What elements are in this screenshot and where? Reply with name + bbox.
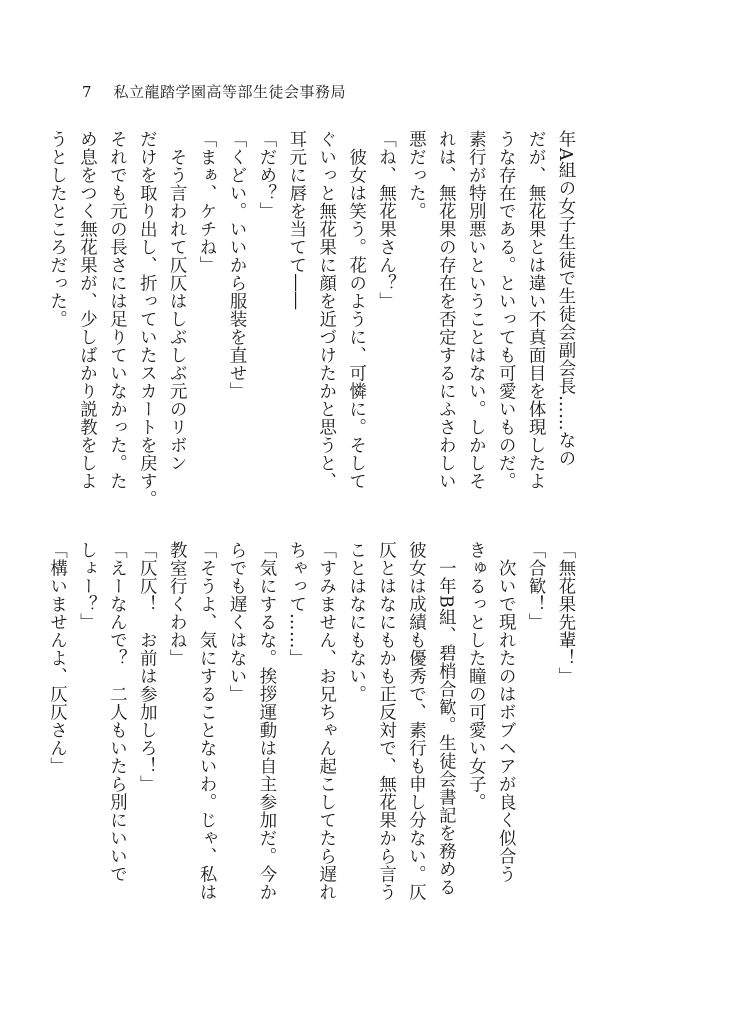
- text-line: 「くどい。いいから服装を直せ」: [226, 130, 247, 400]
- text-line: ちゃって……」: [285, 541, 306, 667]
- text-line: そう言われて仄仄はしぶしぶ元のリボン: [166, 130, 187, 472]
- text-line: うとしたところだった。: [46, 130, 67, 328]
- text-line: 「無花果先輩！」: [555, 541, 575, 685]
- running-header: [82, 82, 346, 102]
- text-line: 教室行くわね」: [166, 541, 187, 667]
- text-line: だが、無花果とは違い不真面目を体現したよ: [525, 130, 546, 490]
- text-line: 一年B組、碧梢合歓。生徒会書記を務める: [435, 541, 456, 897]
- text-line: れは、無花果の存在を否定するにふさわしい: [435, 130, 456, 490]
- text-line: 「えーなんで？ 二人もいたら別にいいで: [106, 541, 127, 883]
- text-line: 次いで現れたのはボブヘアが良く似合う: [495, 541, 516, 883]
- text-line: 「まぁ、ケチね」: [196, 130, 217, 274]
- text-line: ぐいっと無花果に顔を近づけたかと思うと、: [315, 130, 336, 490]
- text-line: 年A組の女子生徒で生徒会副会長……なの: [555, 130, 575, 468]
- text-line: うな存在である。といっても可愛いものだ。: [495, 130, 516, 490]
- text-line: 仄とはなにもかも正反対で、無花果から言う: [375, 541, 396, 901]
- text-line: 「仄仄！ お前は参加しろ！」: [136, 541, 157, 793]
- book-title: 私立龍踏学園高等部生徒会事務局: [113, 83, 347, 101]
- text-line: しょー？」: [76, 541, 97, 631]
- text-line: 「だめ？」: [255, 130, 276, 220]
- text-line: 彼女は成績も優秀で、素行も申し分ない。仄: [405, 541, 426, 901]
- text-line: きゅるっとした瞳の可愛い女子。: [465, 541, 486, 811]
- text-line: 「合歓！」: [525, 541, 546, 631]
- text-line: 「そうよ、気にすることないわ。じゃ、私は: [196, 541, 217, 901]
- text-line: 「ね、無花果さん？」: [375, 130, 396, 310]
- text-line: め息をつく無花果が、少しばかり説教をしよ: [76, 130, 97, 490]
- text-line: だけを取り出し、折っていたスカートを戻す。: [136, 130, 157, 508]
- text-block-top: [46, 130, 579, 520]
- text-line: 素行が特別悪いということはない。しかしそ: [465, 130, 486, 490]
- text-line: 彼女は笑う。花のように、可憐に。そして: [345, 130, 366, 490]
- page-number: 7: [82, 83, 92, 101]
- text-block-bottom: [46, 541, 579, 931]
- text-line: ことはなにもない。: [345, 541, 366, 703]
- text-line: 「気にするな。挨拶運動は自主参加だ。今か: [255, 541, 276, 901]
- text-line: 耳元に唇を当てて――: [285, 130, 306, 310]
- text-line: それでも元の長さには足りていなかった。た: [106, 130, 127, 490]
- text-line: らでも遅くはない」: [226, 541, 247, 703]
- text-line: 「すみません、お兄ちゃん起こしてたら遅れ: [315, 541, 336, 901]
- text-line: 「構いませんよ、仄仄さん」: [46, 541, 67, 775]
- text-line: 悪だった。: [405, 130, 426, 220]
